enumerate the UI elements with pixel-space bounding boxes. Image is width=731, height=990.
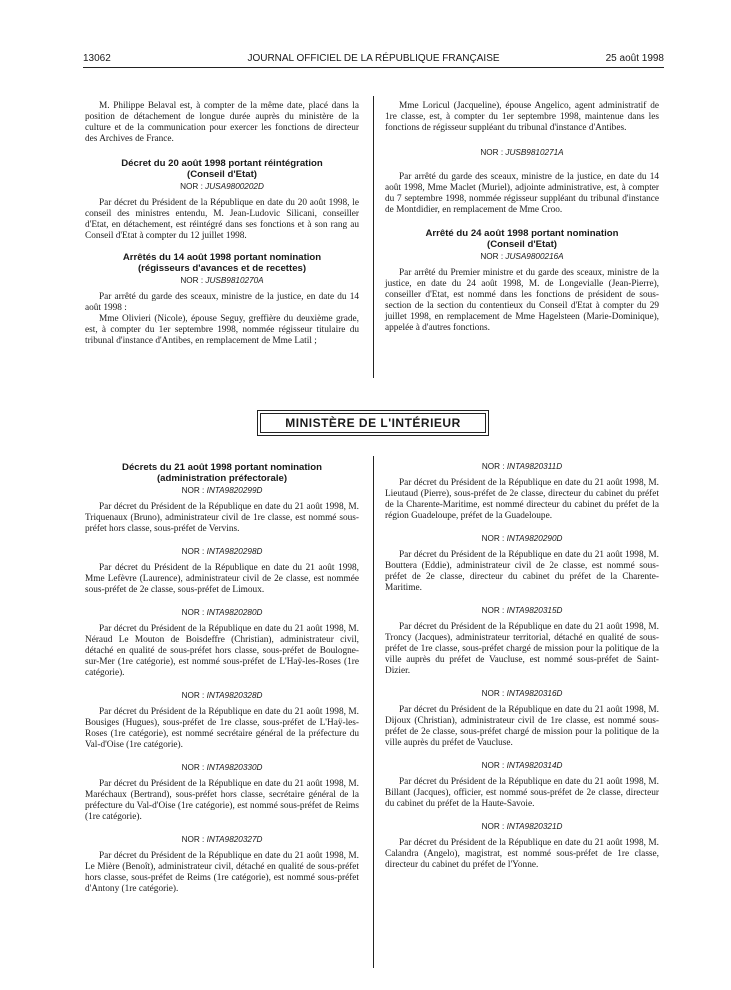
arrete-body: Mme Olivieri (Nicole), épouse Seguy, greffière du deuxième grade, est, à compter du 1er septembre 1998, nommée régisseur titulaire du tribunal d'instance d'Antibes, en remplacement de Mme Latil ; (85, 314, 359, 346)
nor-reference (85, 835, 359, 845)
decree-body: Par décret du Président de la République en date du 21 août 1998, M. Néraud Le Mouton de Boisdeffre (Christian), administrateur civil, détaché en qualité de sous-préfet hors classe, sous-préfet de Boulogne-sur-Mer (1re catégorie), est nommé sous-préfet de L'Haÿ-les-Roses (1re catégorie). (85, 624, 359, 678)
top-right-column (385, 101, 659, 334)
decree-body: Par décret du Président de la République en date du 21 août 1998, M. Billant (Jacques), officier, est nommé sous-préfet de 2e classe, directeur du cabinet du préfet de la Haute-Savoie. (385, 777, 659, 809)
arretes-regisseurs (85, 252, 359, 347)
decree-entry (385, 689, 659, 749)
ministry-banner (257, 410, 489, 436)
decree-body: Par décret du Président de la République en date du 21 août 1998, Mme Lefèvre (Laurence), administrateur civil de 2e classe, est nommée sous-préfet de 2e classe, sous-préfet de Limoux. (85, 563, 359, 595)
nor-code: INTA9820311D (506, 462, 563, 471)
nor-code: INTA9820314D (506, 761, 563, 770)
nor-prefix: NOR : (181, 486, 205, 495)
nor-reference (385, 761, 659, 771)
nor-reference (385, 534, 659, 544)
nor-prefix: NOR : (181, 835, 205, 844)
issue-date: 25 août 1998 (605, 53, 664, 64)
nor-code: INTA9820330D (206, 763, 263, 772)
nor-code: JUSB9810270A (205, 276, 264, 285)
nor-prefix: NOR : (481, 761, 505, 770)
decree-entry (385, 822, 659, 871)
section-subtitle: (administration préfectorale) (156, 473, 288, 484)
nor-reference (85, 486, 359, 496)
nor-code: INTA9820321D (506, 822, 563, 831)
nor-reference (385, 252, 659, 262)
nor-prefix: NOR : (181, 763, 205, 772)
nor-code: INTA9820280D (206, 608, 263, 617)
decree-entry (385, 462, 659, 522)
decree-entry (85, 547, 359, 596)
nor-prefix: NOR : (481, 606, 505, 615)
nor-code: INTA9820290D (506, 534, 563, 543)
nor-code: JUSB9810271A (505, 148, 564, 157)
nor-code: INTA9820327D (206, 835, 263, 844)
nor-reference (385, 689, 659, 699)
section-subtitle: (régisseurs d'avances et de recettes) (137, 263, 307, 274)
header-rule (83, 67, 664, 68)
decree-body: Par décret du Président de la République en date du 21 août 1998, M. Troncy (Jacques), administrateur territorial, détaché en qualité de sous-préfet de 1re classe, sous-préfet chargé de mission pour la politique de la ville auprès du préfet de Vaucluse, est nommé sous-préfet de Saint-Dizier. (385, 622, 659, 676)
nor-reference (385, 606, 659, 616)
nor-code: INTA9820316D (506, 689, 563, 698)
top-left-column (85, 101, 359, 347)
nor-prefix: NOR : (181, 547, 205, 556)
page-number: 13062 (83, 53, 111, 64)
nor-code: INTA9820328D (206, 691, 263, 700)
decree-entry (385, 761, 659, 810)
section-title: Arrêté du 24 août 1998 portant nomination (425, 228, 619, 239)
nor-reference (385, 822, 659, 832)
nor-code: INTA9820299D (206, 486, 263, 495)
bottom-right-column (385, 460, 659, 871)
nor-prefix: NOR : (481, 822, 505, 831)
nor-reference (85, 276, 359, 286)
decree-entry (385, 606, 659, 677)
section-subtitle: (Conseil d'Etat) (187, 169, 257, 180)
nor-prefix: NOR : (181, 691, 205, 700)
decree-entry (85, 835, 359, 895)
column-divider-bottom (373, 456, 374, 968)
nor-reference (385, 148, 659, 158)
decree-entry (85, 486, 359, 535)
intro-paragraph: Mme Loricul (Jacqueline), épouse Angelico, agent administratif de 1re classe, est, à compter du 1er septembre 1998, maintenue dans les fonctions de régisseur suppléant du tribunal d'instance d'Antibes. (385, 101, 659, 133)
nor-prefix: NOR : (481, 462, 505, 471)
decree-entry (85, 608, 359, 679)
nor-reference (85, 608, 359, 618)
nor-prefix: NOR : (180, 182, 203, 191)
nor-prefix: NOR : (181, 608, 205, 617)
nor-code: INTA9820298D (206, 547, 263, 556)
nor-reference (85, 763, 359, 773)
nor-prefix: NOR : (480, 148, 504, 157)
journal-title: JOURNAL OFFICIEL DE LA RÉPUBLIQUE FRANÇAISE (247, 53, 500, 64)
page-header (83, 53, 664, 67)
nor-reference (385, 462, 659, 472)
section-title: Décret du 20 août 1998 portant réintégration (121, 158, 323, 169)
nor-prefix: NOR : (481, 689, 505, 698)
section-subtitle: (Conseil d'Etat) (487, 239, 557, 250)
decree-entry (385, 534, 659, 594)
decree-body: Par décret du Président de la République en date du 21 août 1998, M. Dijoux (Christian), administrateur civil de 1re classe, est nommé sous-préfet de 2e classe, sous-préfet chargé de mission pour la politique de la ville auprès du préfet de Vaucluse. (385, 705, 659, 748)
decret-reintegration (85, 158, 359, 242)
decree-body: Par décret du Président de la République en date du 20 août 1998, le conseil des ministres entendu, M. Jean-Ludovic Silicani, conseiller d'Etat, en détachement, est réintégré dans ses fonctions et à son rang au Conseil d'Etat à compter du 12 juillet 1998. (85, 198, 359, 241)
nor-code: JUSA9800202D (205, 182, 264, 191)
decree-body: Par décret du Président de la République en date du 21 août 1998, M. Triquenaux (Bruno), administrateur civil de 1re classe, est nommé sous-préfet hors classe, sous-préfet de Vervins. (85, 502, 359, 534)
nor-reference (85, 691, 359, 701)
arrete-body: Par arrêté du garde des sceaux, ministre de la justice, en date du 14 août 1998, Mme Maclet (Muriel), adjointe administrative, est, à compter du 7 septembre 1998, nommée régisseur suppléant du tribunal d'instance de Montdidier, en remplacement de Mme Croo. (385, 172, 659, 215)
decree-body: Par décret du Président de la République en date du 21 août 1998, M. Calandra (Angelo), magistrat, est nommé sous-préfet de 1re classe, directeur du cabinet du préfet de l'Yonne. (385, 838, 659, 870)
decree-entry (85, 691, 359, 751)
nor-code: JUSA9800216A (505, 252, 564, 261)
ministry-title: MINISTÈRE DE L'INTÉRIEUR (260, 413, 486, 433)
nor-code: INTA9820315D (506, 606, 563, 615)
arrete-body: Par arrêté du Premier ministre et du garde des sceaux, ministre de la justice, en date du 24 août 1998, M. de Longevialle (Jean-Pierre), conseiller d'Etat, est nommé dans les fonctions de président de sous-section de la section du contentieux du Conseil d'Etat à compter du 29 juillet 1998, en remplacement de Mme Hagelsteen (Marie-Dominique), appelée à d'autres fonctions. (385, 268, 659, 333)
decree-body: Par décret du Président de la République en date du 21 août 1998, M. Bouttera (Eddie), administrateur civil de 2e classe, est nommé sous-préfet de 2e classe, directeur du cabinet du préfet de la Charente-Maritime. (385, 550, 659, 593)
decree-body: Par décret du Président de la République en date du 21 août 1998, M. Maréchaux (Bertrand), sous-préfet hors classe, secrétaire général de la préfecture du Val-d'Oise (1re catégorie), est nommé sous-préfet de Reims (1re catégorie). (85, 779, 359, 822)
nor-reference (85, 547, 359, 557)
nor-prefix: NOR : (180, 276, 204, 285)
decree-body: Par décret du Président de la République en date du 21 août 1998, M. Bousiges (Hugues), sous-préfet de 1re classe, sous-préfet de L'Haÿ-les-Roses (1re catégorie), est nommé secrétaire général de la préfecture du Val-d'Oise (1re catégorie). (85, 707, 359, 750)
section-title: Arrêtés du 14 août 1998 portant nomination (122, 252, 322, 263)
arrete-conseil-etat (385, 228, 659, 334)
nor-reference (85, 182, 359, 192)
decree-entry (85, 763, 359, 823)
section-title: Décrets du 21 août 1998 portant nomination (122, 462, 322, 473)
bottom-left-column (85, 462, 359, 895)
nor-prefix: NOR : (481, 534, 505, 543)
nor-prefix: NOR : (480, 252, 504, 261)
decree-body: Par décret du Président de la République en date du 21 août 1998, M. Le Mière (Benoît), administrateur civil, détaché en qualité de sous-préfet hors classe, sous-préfet de Reims (1re catégorie), est nommé sous-préfet d'Antony (1re catégorie). (85, 851, 359, 894)
decree-body: Par décret du Président de la République en date du 21 août 1998, M. Lieutaud (Pierre), sous-préfet de 2e classe, directeur du cabinet du préfet de la Charente-Maritime, est nommé directeur du cabinet du préfet de la région Guadeloupe, préfet de la Guadeloupe. (385, 478, 659, 521)
column-divider-top (373, 96, 374, 378)
arrete-body: Par arrêté du garde des sceaux, ministre de la justice, en date du 14 août 1998 : (85, 292, 359, 313)
intro-paragraph: M. Philippe Belaval est, à compter de la même date, placé dans la position de détachement de longue durée auprès du ministère de la culture et de la communication pour exercer les fonctions de directeur des Archives de France. (85, 101, 359, 144)
